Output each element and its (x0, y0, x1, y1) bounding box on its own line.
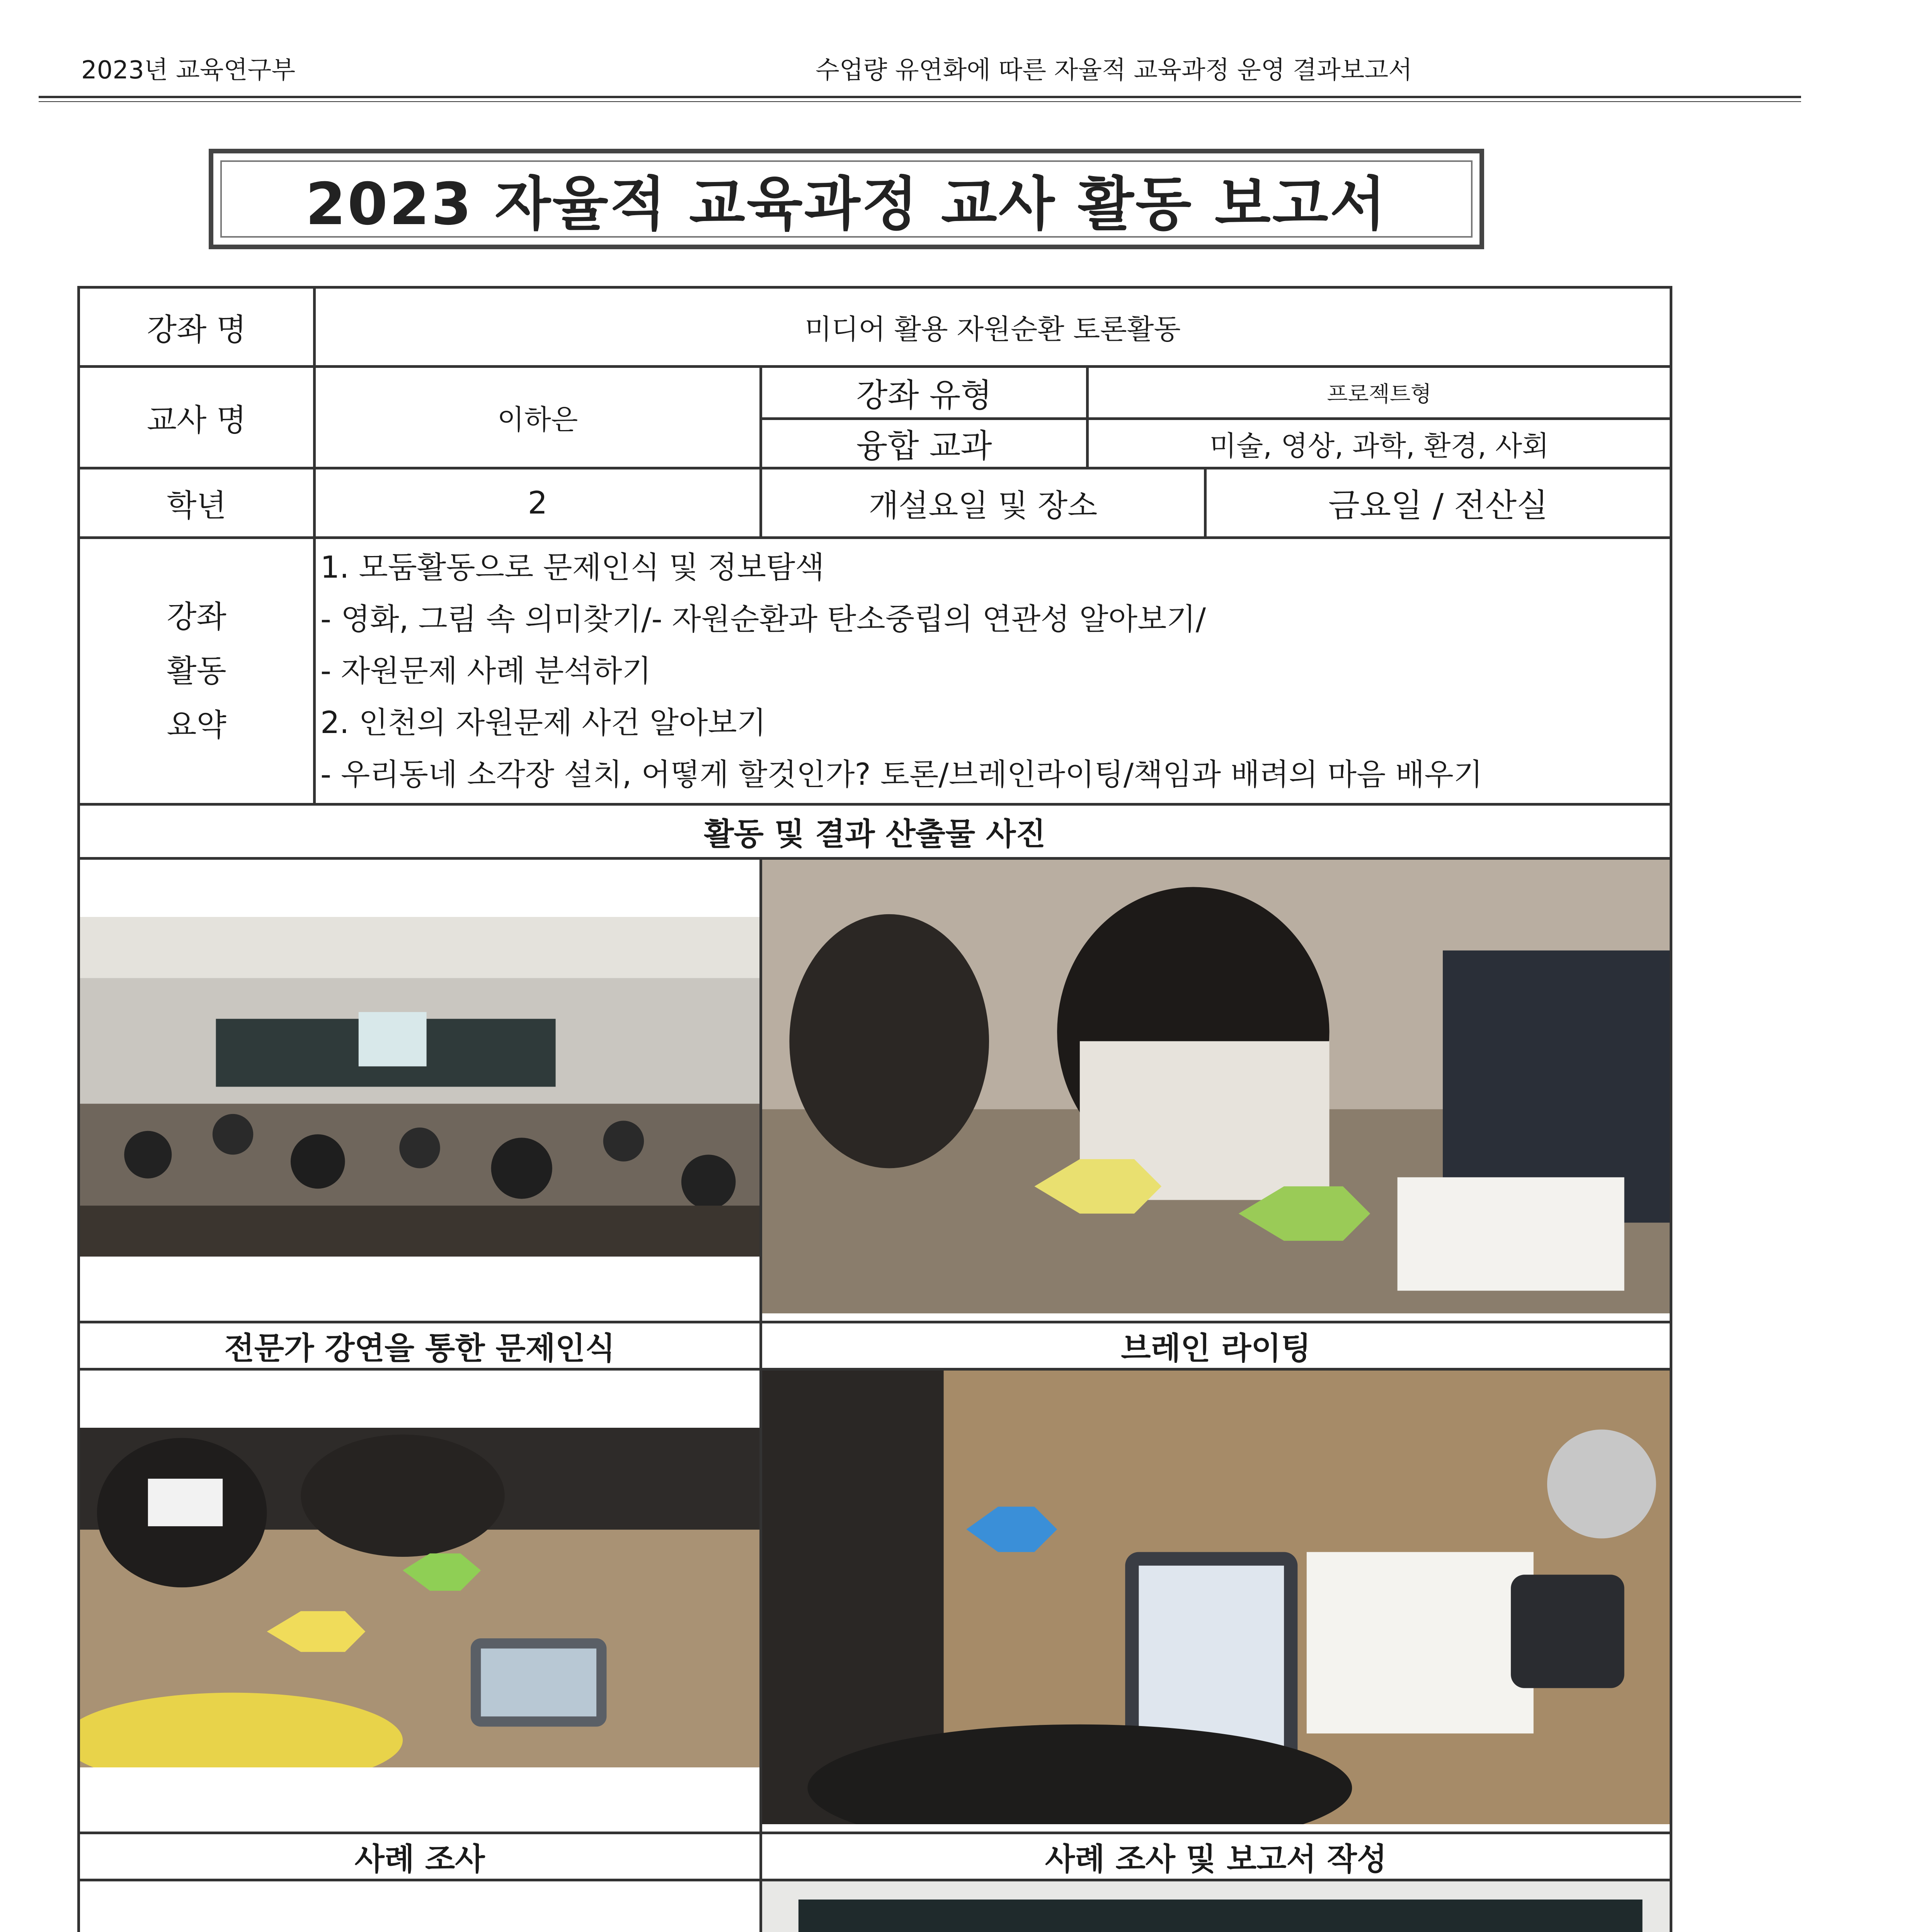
course-type-label: 강좌 유형 (761, 367, 1088, 419)
title-box (209, 149, 1484, 249)
summary-line: - 우리동네 소각장 설치, 어떻게 할것인가? 토론/브레인라이팅/책임과 배려의 마음 배우기 (320, 757, 1483, 792)
course-name-label: 강좌 명 (79, 287, 315, 367)
photo-cell (79, 1880, 761, 1932)
photo-caption: 브레인 라이팅 (761, 1322, 1671, 1369)
summary-label-line: 활동 (167, 653, 226, 689)
row-course-name (79, 287, 1671, 367)
row-photos-1 (79, 859, 1671, 1322)
subjects-value: 미술, 영상, 과학, 환경, 사회 (1088, 419, 1671, 468)
grade-value: 2 (315, 468, 761, 538)
photo-caption: 사례 조사 및 보고서 작성 (761, 1833, 1671, 1880)
summary-line: - 자원문제 사례 분석하기 (320, 653, 652, 689)
course-name-value: 미디어 활용 자원순환 토론활동 (315, 287, 1671, 367)
header-right: 수업량 유연화에 따른 자율적 교육과정 운영 결과보고서 (815, 56, 1413, 85)
row-captions-2 (79, 1833, 1671, 1880)
case-study-photo (80, 1428, 759, 1767)
row-photos-2 (79, 1369, 1671, 1833)
course-type-value: 프로젝트형 (1088, 367, 1671, 419)
photo-report-writing (762, 1371, 1670, 1832)
summary-line: - 영화, 그림 속 의미찾기/- 자원순환과 탄소중립의 연관성 알아보기/ (320, 602, 1206, 637)
report-writing-photo (762, 1371, 1670, 1824)
schedule-value: 금요일 / 전산실 (1205, 468, 1671, 538)
teacher-value: 이하은 (315, 367, 761, 468)
summary-label-line: 요약 (167, 707, 226, 743)
row-photos-3 (79, 1880, 1671, 1932)
photo-case-study (80, 1428, 759, 1775)
header-rule (39, 96, 1801, 98)
header-rule-thin (39, 101, 1801, 102)
photo-cell (79, 859, 761, 1322)
photo-lecture (80, 917, 759, 1264)
row-grade (79, 468, 1671, 538)
row-teacher (79, 367, 1671, 419)
row-captions-1 (79, 1322, 1671, 1369)
summary-content (315, 538, 1671, 804)
report-table (77, 286, 1672, 1932)
classroom-photo (80, 917, 759, 1257)
summary-line: 2. 인천의 자원문제 사건 알아보기 (320, 705, 766, 740)
summary-line: 1. 모둠활동으로 문제인식 및 정보탐색 (320, 550, 824, 585)
teacher-label: 교사 명 (79, 367, 315, 468)
header-left: 2023년 교육연구부 (81, 56, 296, 85)
photo-caption: 사례 조사 (79, 1833, 761, 1880)
row-photos-title (79, 804, 1671, 859)
schedule-label: 개설요일 및 장소 (761, 468, 1205, 538)
subjects-label: 융합 교과 (761, 419, 1088, 468)
summary-label-line: 강좌 (167, 599, 226, 635)
photo-caption: 전문가 강연을 통한 문제인식 (79, 1322, 761, 1369)
photos-section-title: 활동 및 결과 산출물 사진 (79, 804, 1671, 859)
photo-cell (761, 1880, 1671, 1932)
photo-cell (79, 1369, 761, 1833)
photo-cell (761, 859, 1671, 1322)
honeycomb-board-photo (762, 1881, 1670, 1932)
photo-cell (761, 1369, 1671, 1833)
summary-label (79, 538, 315, 804)
page-title: 2023 자율적 교육과정 교사 활동 보고서 (220, 160, 1473, 238)
photo-honeycomb (762, 1881, 1670, 1932)
students-photo (762, 860, 1670, 1313)
grade-label: 학년 (79, 468, 315, 538)
row-summary (79, 538, 1671, 804)
photo-brainwriting (762, 860, 1670, 1321)
